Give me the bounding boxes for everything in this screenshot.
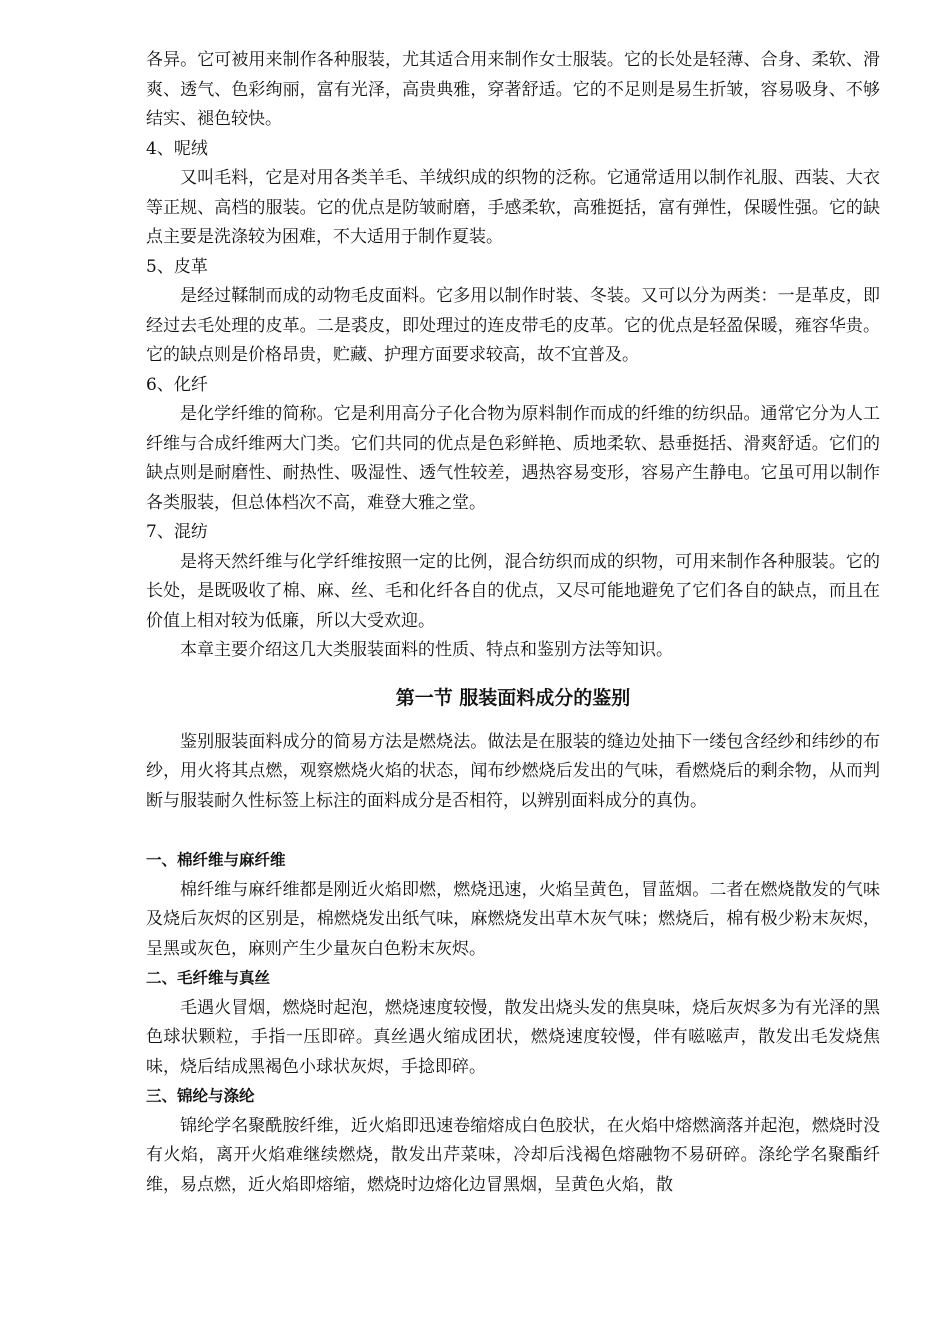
fabric-text-wool: 又叫毛料，它是对用各类羊毛、羊绒织成的织物的泛称。它通常适用以制作礼服、西装、大衣等正规、高档的服装。它的优点是防皱耐磨，手感柔软，高雅挺括，富有弹性，保暖性强。它的缺点主要是洗涤较为困难，不大适用于制作夏装。 [146, 168, 880, 247]
chapter-note: 本章主要介绍这几大类服装面料的性质、特点和鉴别方法等知识。 [180, 640, 673, 660]
item-heading-cotton-linen: 一、棉纤维与麻纤维 [146, 851, 286, 869]
item-heading-wool-silk: 二、毛纤维与真丝 [146, 969, 271, 987]
fabric-heading-blend: 7、混纺 [146, 522, 208, 542]
fabric-heading-wool: 4、呢绒 [146, 138, 208, 159]
item-text-wool-silk: 毛遇火冒烟，燃烧时起泡，燃烧速度较慢，散发出烧头发的焦臭味，烧后灰烬多为有光泽的黑色球状颗粒，手指一压即碎。真丝遇火缩成团状，燃烧速度较慢，伴有嗞嗞声，散发出毛发烧焦味，烧后结成黑褐色小球状灰烬，手捻即碎。 [146, 997, 880, 1077]
item-text-cotton-linen: 棉纤维与麻纤维都是刚近火焰即燃，燃烧迅速，火焰呈黄色，冒蓝烟。二者在燃烧散发的气味及烧后灰烬的区别是，棉燃烧发出纸气味，麻燃烧发出草木灰气味；燃烧后，棉有极少粉末灰烬，呈黑或灰色，麻则产生少量灰白色粉末灰烬。 [146, 879, 880, 959]
fabric-heading-synthetic: 6、化纤 [146, 374, 208, 395]
fabric-heading-leather: 5、皮革 [146, 256, 208, 277]
intro-tail-paragraph: 各异。它可被用来制作各种服装，尤其适合用来制作女士服装。它的长处是轻薄、合身、柔软、滑爽、透气、色彩绚丽，富有光泽，高贵典雅，穿著舒适。它的不足则是易生折皱，容易吸身、不够结实、褪色较快。 [146, 50, 880, 129]
fabric-text-leather: 是经过鞣制而成的动物毛皮面料。它多用以制作时装、冬装。又可以分为两类：一是革皮，即经过去毛处理的皮革。二是裘皮，即处理过的连皮带毛的皮革。它的优点是轻盈保暖，雍容华贵。它的缺点则是价格昂贵，贮藏、护理方面要求较高，故不宜普及。 [146, 286, 880, 365]
item-heading-nylon-polyester: 三、锦纶与涤纶 [146, 1087, 255, 1105]
section-spacer [146, 816, 880, 846]
document-page [146, 46, 880, 1200]
section-title: 第一节 服装面料成分的鉴别 [395, 686, 631, 709]
item-text-nylon-polyester: 锦纶学名聚酰胺纤维，近火焰即迅速卷缩熔成白色胶状，在火焰中熔燃滴落并起泡，燃烧时没有火焰，离开火焰难继续燃烧，散发出芹菜味，冷却后浅褐色熔融物不易研碎。涤纶学名聚酯纤维，易点燃，近火焰即熔缩，燃烧时边熔化边冒黑烟，呈黄色火焰，散 [146, 1115, 880, 1195]
fabric-text-blend: 是将天然纤维与化学纤维按照一定的比例，混合纺织而成的织物，可用来制作各种服装。它的长处，是既吸收了棉、麻、丝、毛和化纤各自的优点，又尽可能地避免了它们各自的缺点，而且在价值上相对较为低廉，所以大受欢迎。 [146, 551, 880, 631]
fabric-text-synthetic: 是化学纤维的简称。它是利用高分子化合物为原料制作而成的纤维的纺织品。通常它分为人工纤维与合成纤维两大门类。它们共同的优点是色彩鲜艳、质地柔软、悬垂挺括、滑爽舒适。它们的缺点则是耐磨性、耐热性、吸湿性、透气性较差，遇热容易变形，容易产生静电。它虽可用以制作各类服装，但总体档次不高，难登大雅之堂。 [146, 404, 880, 513]
section-intro: 鉴别服装面料成分的简易方法是燃烧法。做法是在服装的缝边处抽下一缕包含经纱和纬纱的布纱，用火将其点燃，观察燃烧火焰的状态，闻布纱燃烧后发出的气味，看燃烧后的剩余物，从而判断与服装耐久性标签上标注的面料成分是否相符，以辨别面料成分的真伪。 [146, 731, 880, 811]
